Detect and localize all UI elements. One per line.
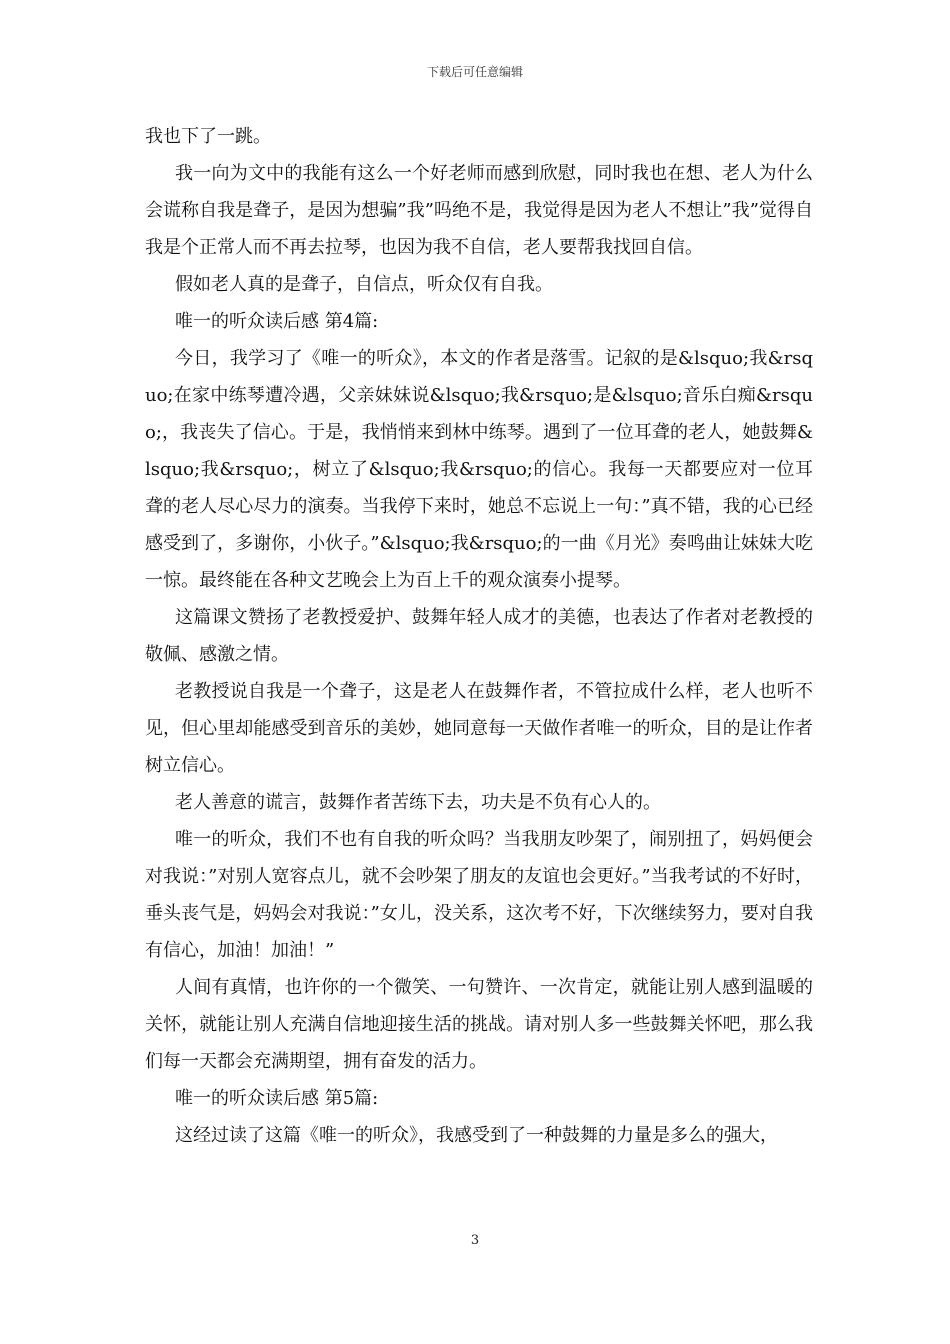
paragraph: 今日，我学习了《唯一的听众》，本文的作者是落雪。记叙的是&lsquo;我&rsquo;在家中练琴遭冷遇，父亲妹妹说&lsquo;我&rsquo;是&lsquo;音乐白痴&rsquo;，我丧失了信心。于是，我悄悄来到林中练琴。遇到了一位耳聋的老人，她鼓舞&lsquo;我&rsquo;，树立了&lsquo;我&rsquo;的信心。我每一天都要应对一位耳聋的老人尽心尽力的演奏。当我停下来时，她总不忘说上一句：”真不错，我的心已经感受到了，多谢你，小伙子。”&lsquo;我&rsquo;的一曲《月光》奏鸣曲让妹妹大吃一惊。最终能在各种文艺晚会上为百上千的观众演奏小提琴。 <box>145 348 813 591</box>
section-heading: 唯一的听众读后感 第5篇: <box>175 1088 379 1109</box>
document-body <box>145 118 813 1154</box>
paragraph: 我一向为文中的我能有这么一个好老师而感到欣慰，同时我也在想、老人为什么会谎称自我是聋子，是因为想骗”我”吗绝不是，我觉得是因为老人不想让”我”觉得自我是个正常人而不再去拉琴，也因为我不自信，老人要帮我找回自信。 <box>145 163 813 258</box>
page-header <box>0 64 950 80</box>
paragraph: 老教授说自我是一个聋子，这是老人在鼓舞作者，不管拉成什么样，老人也听不见，但心里却能感受到音乐的美妙，她同意每一天做作者唯一的听众，目的是让作者树立信心。 <box>145 681 813 776</box>
header-text: 下载后可任意编辑 <box>426 65 523 79</box>
page-number <box>0 1233 950 1249</box>
paragraph: 唯一的听众，我们不也有自我的听众吗？当我朋友吵架了，闹别扭了，妈妈便会对我说：”对别人宽容点儿，就不会吵架了朋友的友谊也会更好。”当我考试的不好时，垂头丧气是，妈妈会对我说：”女儿，没关系，这次考不好，下次继续努力，要对自我有信心，加油！加油！” <box>145 829 813 961</box>
paragraph: 这经过读了这篇《唯一的听众》，我感受到了一种鼓舞的力量是多么的强大， <box>175 1125 778 1146</box>
paragraph: 人间有真情，也许你的一个微笑、一句赞许、一次肯定，就能让别人感到温暖的关怀，就能让别人充满自信地迎接生活的挑战。请对别人多一些鼓舞关怀吧，那么我们每一天都会充满期望，拥有奋发的活力。 <box>145 977 813 1072</box>
paragraph: 这篇课文赞扬了老教授爱护、鼓舞年轻人成才的美德，也表达了作者对老教授的敬佩、感激之情。 <box>145 607 813 665</box>
paragraph: 假如老人真的是聋子，自信点，听众仅有自我。 <box>175 274 553 295</box>
paragraph: 我也下了一跳。 <box>145 126 271 147</box>
page-number-text: 3 <box>470 1233 480 1248</box>
section-heading: 唯一的听众读后感 第4篇: <box>175 311 379 332</box>
paragraph: 老人善意的谎言，鼓舞作者苦练下去，功夫是不负有心人的。 <box>175 792 661 813</box>
